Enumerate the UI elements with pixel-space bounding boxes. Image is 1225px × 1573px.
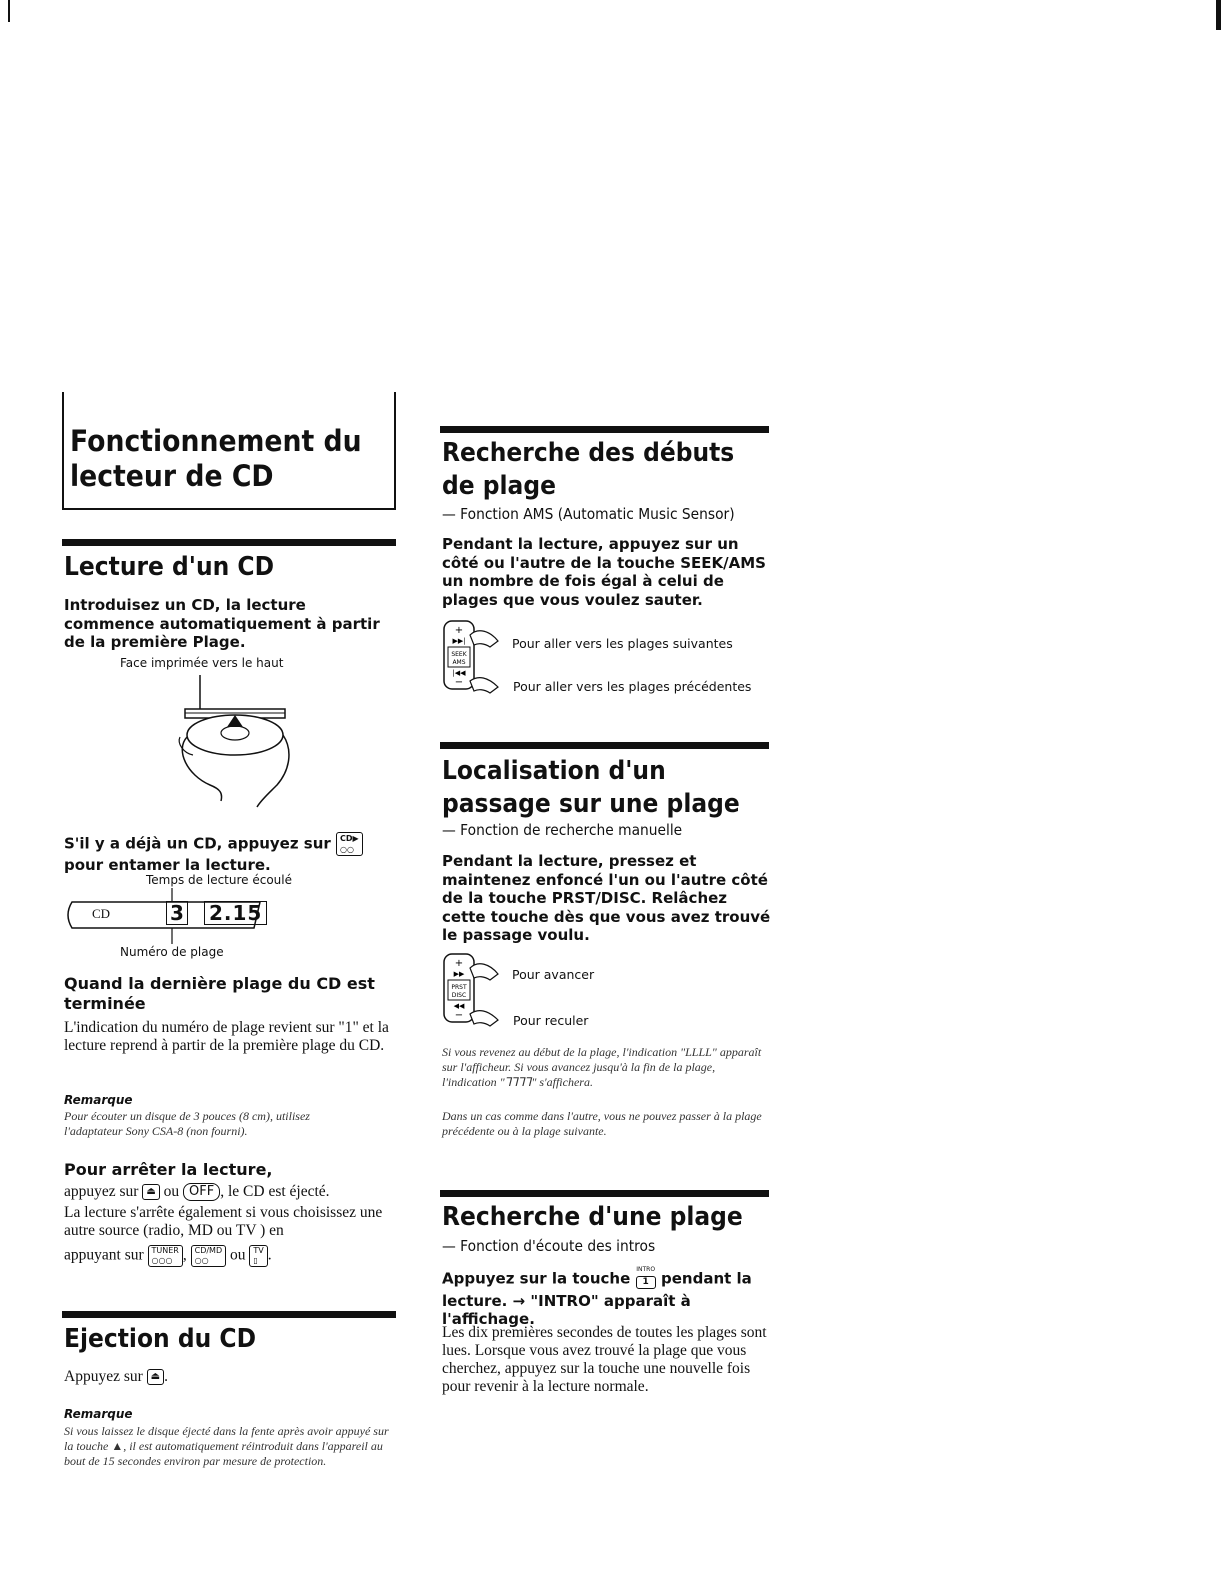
manual-note-2: Dans un cas comme dans l'autre, vous ne pouvez passer à la plage précédente ou à la plage suivante.: [442, 1109, 762, 1138]
off-key-icon: OFF: [183, 1183, 220, 1201]
remark-label-ejection: Remarque: [64, 1407, 133, 1421]
section-title-ams: Recherche des débuts de plage: [442, 438, 735, 501]
svg-text:AMS: AMS: [452, 659, 466, 666]
section-rule-ejection: [62, 1311, 396, 1318]
ams-prev-label: Pour aller vers les plages précédentes: [513, 679, 752, 694]
section-title-intro: Recherche d'une plage: [442, 1202, 743, 1232]
svg-text:−: −: [454, 1010, 464, 1021]
intro-key-icon: INTRO 1: [636, 1266, 656, 1287]
subtitle-ams: — Fonction AMS (Automatic Music Sensor): [442, 505, 735, 523]
svg-text:+: +: [454, 958, 464, 969]
manual-note-1: Si vous revenez au début de la plage, l'indication "LLLL" apparaît sur l'afficheur. Si vous avancez jusqu'à la fin de la plage, l'indication "⅂⅂⅂⅂" s'affichera.: [442, 1045, 762, 1089]
seek-ams-key-illustration: [440, 617, 508, 697]
cd-md-key-icon: CD/MD ○○: [191, 1245, 227, 1267]
body-last-track: L'indication du numéro de plage revient sur "1" et la lecture reprend à partir de la première plage du CD.: [64, 1019, 389, 1054]
subtitle-manual: — Fonction de recherche manuelle: [442, 821, 683, 839]
body-stop-3: appuyant sur TUNER ○○○ , CD/MD ○○ ou TV ▯ .: [64, 1246, 272, 1265]
svg-text:DISC: DISC: [451, 992, 467, 999]
cd-insertion-illustration: [165, 675, 300, 825]
svg-text:PRST: PRST: [451, 984, 467, 991]
section-title-ejection: Ejection du CD: [64, 1324, 256, 1354]
intro-body: Les dix premières secondes de toutes les plages sont lues. Lorsque vous avez trouvé la plage que vous cherchez, appuyez sur la touche une nouvelle fois pour revenir à la lecture normale.: [442, 1324, 767, 1395]
svg-text:−: −: [454, 677, 464, 688]
tv-key-icon: TV ▯: [249, 1245, 267, 1267]
svg-text:SEEK: SEEK: [451, 651, 467, 658]
section-rule-ams: [440, 426, 769, 433]
subtitle-intro: — Fonction d'écoute des intros: [442, 1237, 656, 1255]
crop-mark-right: [1216, 0, 1221, 30]
remark-text-lecture: Pour écouter un disque de 3 pouces (8 cm), utilisez l'adaptateur Sony CSA-8 (non fourni).: [64, 1109, 310, 1138]
subhead-last-track: Quand la dernière plage du CD est terminée: [64, 974, 375, 1013]
prst-disc-key-illustration: [440, 950, 508, 1030]
intro-instruction: Appuyez sur la touche INTRO 1 pendant la lecture. → "INTRO" apparaît à l'affichage.: [442, 1266, 752, 1328]
body-stop-2: La lecture s'arrête également si vous choisissez une autre source (radio, MD ou TV ) en: [64, 1204, 383, 1239]
eject-key-icon-2: ⏏: [147, 1369, 164, 1385]
section-title-lecture: Lecture d'un CD: [64, 552, 275, 582]
body-stop-1: appuyez sur ⏏ ou OFF , le CD est éjecté.: [64, 1183, 330, 1200]
crop-mark-left: [8, 0, 10, 22]
display-cd-label: CD: [92, 906, 111, 921]
manual-instruction: Pendant la lecture, pressez et maintenez enfoncé l'un ou l'autre côté de la touche PRST/DISC. Relâchez cette touche dès que vous avez trouvé le passage voulu.: [442, 852, 771, 944]
ejection-body: Appuyez sur ⏏ .: [64, 1368, 168, 1385]
svg-text:▶▶|: ▶▶|: [452, 637, 466, 645]
svg-text:▶▶: ▶▶: [453, 970, 465, 978]
caption-track-number: Numéro de plage: [120, 945, 224, 959]
display-elapsed-time: 2.15: [204, 901, 267, 925]
section-title-manual: Localisation d'un passage sur une plage: [442, 756, 740, 819]
lecture-instruction-2: S'il y a déjà un CD, appuyez sur CD▶ ○○ pour entamer la lecture.: [64, 832, 404, 875]
lecture-instruction: Introduisez un CD, la lecture commence automatiquement à partir de la première Plage.: [64, 596, 380, 651]
section-rule-intro: [440, 1190, 769, 1197]
manual-fwd-label: Pour avancer: [512, 967, 595, 982]
section-rule-lecture: [62, 539, 396, 546]
display-track-number: 3: [166, 901, 188, 925]
cd-play-key-icon: CD▶ ○○: [336, 832, 363, 856]
remark-label-lecture: Remarque: [64, 1093, 133, 1107]
tuner-key-icon: TUNER ○○○: [148, 1245, 183, 1267]
subhead-stop: Pour arrêter la lecture,: [64, 1160, 273, 1179]
caption-elapsed-time: Temps de lecture écoulé: [146, 873, 292, 887]
svg-text:◀◀: ◀◀: [453, 1002, 465, 1010]
ams-instruction: Pendant la lecture, appuyez sur un côté ou l'autre de la touche SEEK/AMS un nombre de fois égal à celui de plages que vous voulez sauter.: [442, 535, 766, 609]
ams-next-label: Pour aller vers les plages suivantes: [512, 636, 733, 651]
manual-rev-label: Pour reculer: [513, 1013, 589, 1028]
chapter-title: Fonctionnement du lecteur de CD: [70, 424, 362, 493]
caption-face-up: Face imprimée vers le haut: [120, 656, 284, 670]
remark-text-ejection: Si vous laissez le disque éjecté dans la fente après avoir appuyé sur la touche ▲, il est automatiquement réintroduit dans l'appareil au bout de 15 secondes environ par mesure de protection.: [64, 1424, 389, 1468]
svg-text:|◀◀: |◀◀: [452, 669, 466, 677]
eject-key-icon: ⏏: [142, 1184, 159, 1200]
section-rule-manual: [440, 742, 769, 749]
svg-text:+: +: [454, 625, 464, 636]
